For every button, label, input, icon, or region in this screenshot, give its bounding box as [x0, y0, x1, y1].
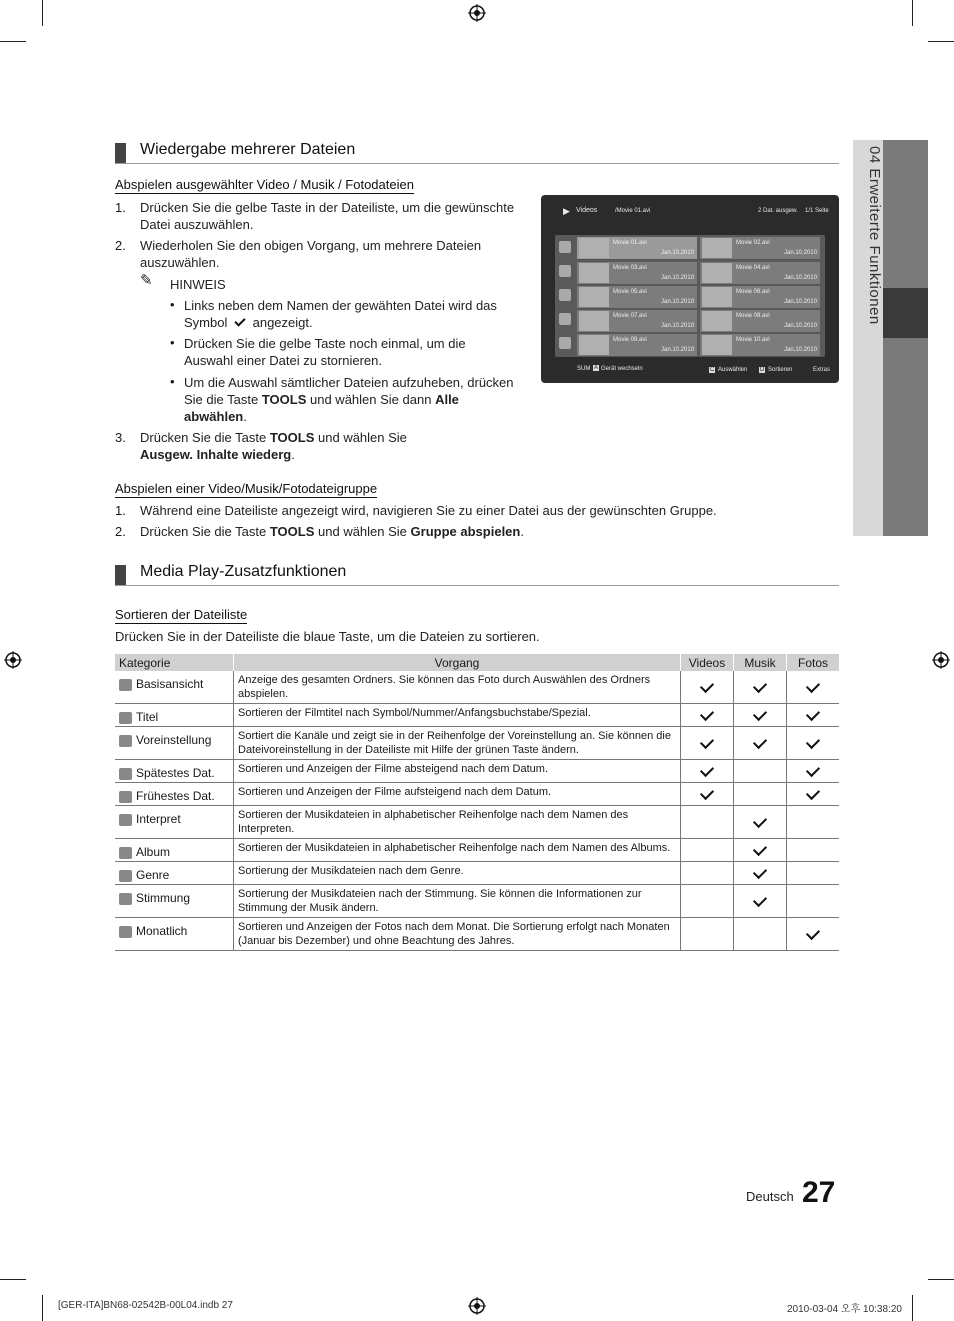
section-title: Wiedergabe mehrerer Dateien [140, 141, 356, 158]
print-file-info: [GER-ITA]BN68-02542B-00L04.indb 27 [58, 1300, 233, 1311]
support-cell [734, 885, 787, 918]
checkmark-icon [753, 814, 767, 828]
support-cell [681, 704, 734, 727]
description-cell: Sortieren der Filmtitel nach Symbol/Nummer/Anfangsbuchstabe/Spezial. [234, 704, 681, 727]
support-cell [681, 918, 734, 951]
col-header: Musik [734, 654, 787, 671]
checkmark-icon [753, 707, 767, 721]
file-tile[interactable]: Movie 09.avi Jan.10.2010 [577, 334, 697, 357]
support-cell [734, 839, 787, 862]
description-cell: Sortieren der Musikdateien in alphabetischer Reihenfolge nach dem Namen des Interpreten. [234, 806, 681, 839]
category-cell: Genre [115, 862, 234, 885]
extras-label: Extras [813, 367, 831, 373]
page-number: 27 [802, 1176, 836, 1209]
section-title: Media Play-Zusatzfunktionen [140, 563, 347, 580]
checkmark-icon [753, 679, 767, 693]
subheading: Sortieren der Dateiliste [115, 607, 248, 622]
support-cell [681, 885, 734, 918]
crop-mark [0, 1279, 26, 1280]
checkmark-icon [753, 842, 767, 856]
a-button-icon: A [594, 365, 599, 371]
checkmark-icon [753, 865, 767, 879]
category-icon [119, 870, 132, 882]
crop-mark [42, 1295, 43, 1321]
col-header: Kategorie [115, 654, 234, 671]
checkmark-icon [700, 707, 714, 721]
step-text: Wiederholen Sie den obigen Vorgang, um mehrere Dateien auszuwählen. [140, 238, 482, 270]
table-row [115, 885, 839, 918]
category-cell: Interpret [115, 806, 234, 839]
c-button-icon: C [710, 367, 715, 373]
sum-label: SUM [577, 366, 591, 372]
checkmark-icon [806, 786, 820, 800]
table-row [115, 918, 839, 951]
description-cell: Sortiert die Kanäle und zeigt sie in der Reihenfolge der Voreinstellung an. Sie können die Dateivoreinstellung in der Dateiliste mit Hilfe der grünen Taste ändern. [234, 727, 681, 760]
section-heading [115, 563, 839, 586]
support-cell [734, 704, 787, 727]
support-cell [787, 885, 840, 918]
file-tile[interactable]: Movie 05.avi Jan.10.2010 [577, 286, 697, 309]
category-icon [119, 893, 132, 905]
category-icon [119, 768, 132, 780]
support-cell [681, 727, 734, 760]
category-icon [119, 735, 132, 747]
tv-count: 2 Dat. ausgew. [758, 208, 798, 214]
checkmark-icon [806, 679, 820, 693]
chapter-label: 04 Erweiterte Funktionen [866, 146, 883, 325]
tv-screenshot [541, 195, 839, 383]
step-text: Während eine Dateiliste angezeigt wird, navigieren Sie zu einer Datei aus der gewünschten Gruppe. [140, 503, 717, 518]
step-number: 2. [115, 524, 126, 539]
select-label: Auswählen [718, 367, 748, 373]
bullet-text: Drücken Sie die gelbe Taste noch einmal, um die Auswahl einer Datei zu stornieren. [184, 336, 466, 368]
support-cell [734, 671, 787, 704]
support-cell [734, 918, 787, 951]
support-cell [681, 783, 734, 806]
checkmark-icon [806, 926, 820, 940]
support-cell [787, 839, 840, 862]
chapter-tab [853, 140, 928, 536]
registration-mark-icon [468, 4, 486, 22]
description-cell: Sortierung der Musikdateien nach der Stimmung. Sie können die Informationen zur Stimmung der Musik ändern. [234, 885, 681, 918]
file-tile[interactable]: Movie 08.avi Jan.10.2010 [700, 310, 820, 333]
col-header: Videos [681, 654, 734, 671]
print-date-info: 2010-03-04 오후 10:38:20 [787, 1304, 902, 1315]
checkmark-icon [806, 707, 820, 721]
file-tile[interactable]: Movie 07.avi Jan.10.2010 [577, 310, 697, 333]
file-tile[interactable]: Movie 03.avi Jan.10.2010 [577, 262, 697, 285]
table-row [115, 727, 839, 760]
description-cell: Sortieren und Anzeigen der Filme aufsteigend nach dem Datum. [234, 783, 681, 806]
category-cell: Basisansicht [115, 671, 234, 704]
registration-mark-icon [4, 651, 22, 669]
checkmark-icon [753, 893, 767, 907]
description-cell: Anzeige des gesamten Ordners. Sie können das Foto durch Auswählen des Ordners abspielen. [234, 671, 681, 704]
table-row [115, 806, 839, 839]
bullet-icon: • [170, 297, 175, 312]
col-header: Fotos [787, 654, 840, 671]
video-icon: ▶ [563, 206, 570, 216]
table-row [115, 862, 839, 885]
bullet-icon: • [170, 374, 175, 389]
registration-mark-icon [932, 651, 950, 669]
table-row [115, 671, 839, 704]
sort-label: Sortieren [768, 367, 793, 373]
file-tile[interactable]: Movie 04.avi Jan.10.2010 [700, 262, 820, 285]
table-row [115, 760, 839, 783]
footer-language: Deutsch [746, 1189, 794, 1204]
support-cell [681, 671, 734, 704]
support-cell [787, 727, 840, 760]
step-text: Drücken Sie die gelbe Taste in der Dateiliste, um die gewünschte Datei auszuwählen. [140, 200, 515, 232]
step-number: 2. [115, 238, 126, 253]
table-row [115, 839, 839, 862]
category-icon [119, 679, 132, 691]
crop-mark [0, 41, 26, 42]
support-cell [734, 760, 787, 783]
note-label: HINWEIS [170, 277, 226, 292]
checkmark-icon [806, 735, 820, 749]
step-number: 3. [115, 430, 126, 445]
note-icon: ✎ [140, 272, 153, 289]
description-cell: Sortierung der Musikdateien nach dem Genre. [234, 862, 681, 885]
bullet-icon: • [170, 335, 175, 350]
file-tile[interactable]: Movie 06.avi Jan.10.2010 [700, 286, 820, 309]
section-heading [115, 141, 839, 164]
sort-table [115, 654, 839, 951]
description-cell: Sortieren und Anzeigen der Fotos nach dem Monat. Die Sortierung erfolgt nach Monaten (Januar bis Dezember) und ohne Beachtung des Jahres. [234, 918, 681, 951]
support-cell [734, 727, 787, 760]
support-cell [681, 806, 734, 839]
checkmark-icon [700, 735, 714, 749]
table-row [115, 704, 839, 727]
col-header: Vorgang [234, 654, 681, 671]
crop-mark [42, 0, 43, 26]
device-label: Gerät wechseln [601, 366, 643, 372]
intro-text: Drücken Sie in der Dateiliste die blaue Taste, um die Dateien zu sortieren. [115, 629, 540, 644]
crop-mark [912, 1295, 913, 1321]
step-number: 1. [115, 200, 126, 215]
table-row [115, 783, 839, 806]
table-header-row [115, 654, 839, 671]
category-cell: Voreinstellung [115, 727, 234, 760]
category-cell: Stimmung [115, 885, 234, 918]
support-cell [787, 918, 840, 951]
category-cell: Frühestes Dat. [115, 783, 234, 806]
subheading: Abspielen einer Video/Musik/Fotodateigruppe [115, 481, 378, 496]
category-cell: Album [115, 839, 234, 862]
checkmark-icon [234, 315, 245, 326]
category-icon [119, 791, 132, 803]
category-icon [119, 926, 132, 938]
tv-header: Videos [576, 207, 598, 214]
d-button-icon: D [760, 367, 765, 373]
checkmark-icon [700, 786, 714, 800]
category-cell: Monatlich [115, 918, 234, 951]
registration-mark-icon [468, 1297, 486, 1315]
bullet-text: Links neben dem Namen der gewähten Datei wird das Symbol angezeigt. [184, 298, 497, 330]
file-tile[interactable]: Movie 01.avi Jan.10.2010 [577, 237, 697, 260]
bullet-text: Um die Auswahl sämtlicher Dateien aufzuheben, drücken Sie die Taste TOOLS und wählen Sie dann Alle abwählen. [184, 375, 514, 424]
crop-mark [928, 1279, 954, 1280]
category-icon [119, 814, 132, 826]
step-number: 1. [115, 503, 126, 518]
category-icon [119, 712, 132, 724]
support-cell [787, 671, 840, 704]
support-cell [787, 760, 840, 783]
checkmark-icon [753, 735, 767, 749]
description-cell: Sortieren der Musikdateien in alphabetischer Reihenfolge nach dem Namen des Albums. [234, 839, 681, 862]
subheading: Abspielen ausgewählter Video / Musik / Fotodateien [115, 177, 414, 192]
support-cell [787, 862, 840, 885]
category-icon [119, 847, 132, 859]
file-tile[interactable]: Movie 10.avi Jan.10.2010 [700, 334, 820, 357]
support-cell [787, 806, 840, 839]
support-cell [787, 704, 840, 727]
step-text: Drücken Sie die Taste TOOLS und wählen Sie Gruppe abspielen. [140, 524, 524, 539]
support-cell [681, 862, 734, 885]
category-cell: Spätestes Dat. [115, 760, 234, 783]
category-cell: Titel [115, 704, 234, 727]
support-cell [681, 839, 734, 862]
crop-mark [928, 41, 954, 42]
checkmark-icon [700, 763, 714, 777]
description-cell: Sortieren und Anzeigen der Filme absteigend nach dem Datum. [234, 760, 681, 783]
support-cell [734, 783, 787, 806]
tv-page: 1/1 Seite [805, 208, 829, 214]
support-cell [787, 783, 840, 806]
checkmark-icon [700, 679, 714, 693]
step-text: Drücken Sie die Taste TOOLS und wählen Sie Ausgew. Inhalte wiederg. [140, 430, 407, 462]
file-tile[interactable]: Movie 02.avi Jan.10.2010 [700, 237, 820, 260]
checkmark-icon [806, 763, 820, 777]
support-cell [681, 760, 734, 783]
tv-path: /Movie 01.avi [615, 208, 651, 214]
support-cell [734, 806, 787, 839]
support-cell [734, 862, 787, 885]
crop-mark [912, 0, 913, 26]
